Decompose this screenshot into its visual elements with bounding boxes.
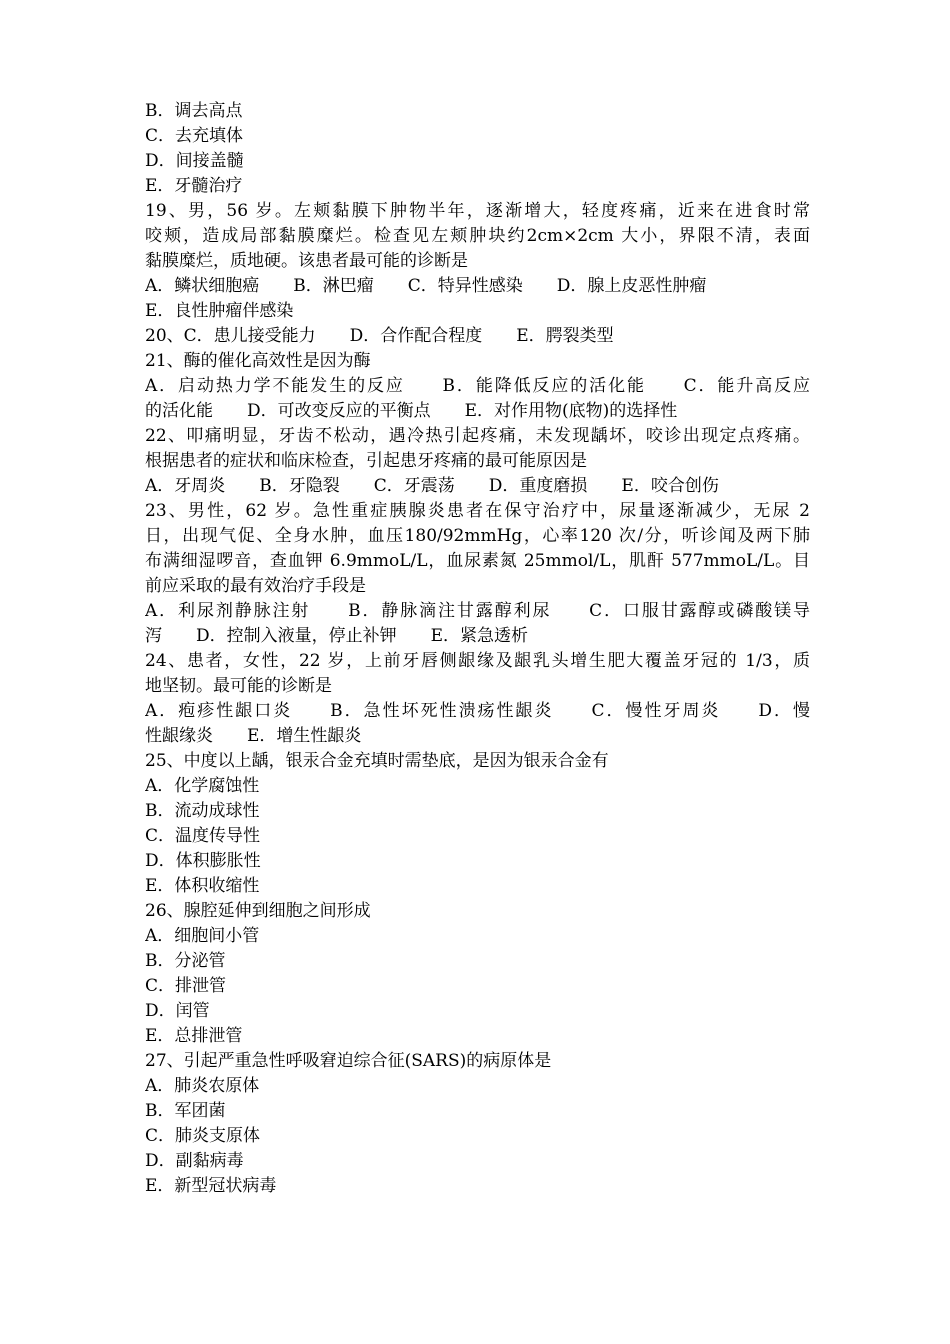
option-line: D．副黏病毒 — [145, 1151, 244, 1171]
option-line: 的活化能 D．可改变反应的平衡点 E．对作用物(底物)的选择性 — [145, 401, 678, 421]
question-line: 黏膜糜烂，质地硬。该患者最可能的诊断是 — [145, 251, 468, 271]
option-line: A．利尿剂静脉注射 B．静脉滴注甘露醇利尿 C．口服甘露醇或磷酸镁导 — [145, 601, 810, 621]
question-line: 23、男性，62 岁。急性重症胰腺炎患者在保守治疗中，尿量逐渐减少，无尿 2 — [145, 501, 810, 521]
option-line: C．排泄管 — [145, 976, 227, 996]
document-body — [145, 99, 810, 1199]
question-line: 前应采取的最有效治疗手段是 — [145, 576, 366, 596]
question-line: 26、腺腔延伸到细胞之间形成 — [145, 901, 371, 921]
option-line: D．间接盖髓 — [145, 151, 244, 171]
option-line: C．去充填体 — [145, 126, 244, 146]
question-line: 24、患者，女性，22 岁，上前牙唇侧龈缘及龈乳头增生肥大覆盖牙冠的 1/3，质 — [145, 651, 810, 671]
question-line: 咬颊，造成局部黏膜糜烂。检查见左颊肿块约2cm×2cm 大小，界限不清，表面 — [145, 226, 810, 246]
question-line: 21、酶的催化高效性是因为酶 — [145, 351, 371, 371]
question-line: 地坚韧。最可能的诊断是 — [145, 676, 332, 696]
option-line: A．启动热力学不能发生的反应 B．能降低反应的活化能 C．能升高反应 — [145, 376, 810, 396]
option-line: A．肺炎农原体 — [145, 1076, 260, 1096]
option-line: D．体积膨胀性 — [145, 851, 261, 871]
option-line: A．牙周炎 B．牙隐裂 C．牙震荡 D．重度磨损 E．咬合创伤 — [145, 476, 719, 496]
option-line: E．新型冠状病毒 — [145, 1176, 277, 1196]
question-line: 根据患者的症状和临床检查，引起患牙疼痛的最可能原因是 — [145, 451, 587, 471]
question-line: 27、引起严重急性呼吸窘迫综合征(SARS)的病原体是 — [145, 1051, 552, 1071]
option-line: E．良性肿瘤伴感染 — [145, 301, 294, 321]
option-line: C．温度传导性 — [145, 826, 261, 846]
option-line: B．军团菌 — [145, 1101, 226, 1121]
option-line: B．调去高点 — [145, 101, 243, 121]
option-line: E．体积收缩性 — [145, 876, 260, 896]
option-line: C．肺炎支原体 — [145, 1126, 261, 1146]
option-line: D．闰管 — [145, 1001, 210, 1021]
question-line: 布满细湿啰音，查血钾 6.9mmoL/L，血尿素氮 25mmol/L，肌酐 577mmoL/L。目 — [145, 551, 810, 571]
option-line: A．化学腐蚀性 — [145, 776, 260, 796]
option-line: A．鳞状细胞癌 B．淋巴瘤 C．特异性感染 D．腺上皮恶性肿瘤 — [145, 276, 707, 296]
option-line: E．总排泄管 — [145, 1026, 243, 1046]
option-line: E．牙髓治疗 — [145, 176, 243, 196]
question-line: 22、叩痛明显，牙齿不松动，遇冷热引起疼痛，未发现龋坏，咬诊出现定点疼痛。 — [145, 426, 810, 446]
question-line: 20、C．患儿接受能力 D．合作配合程度 E．腭裂类型 — [145, 326, 614, 346]
question-line: 日，出现气促、全身水肿，血压180/92mmHg，心率120 次/分，听诊闻及两下肺 — [145, 526, 810, 546]
option-line: B．分泌管 — [145, 951, 226, 971]
option-line: 性龈缘炎 E．增生性龈炎 — [145, 726, 362, 746]
option-line: B．流动成球性 — [145, 801, 260, 821]
question-line: 19、男，56 岁。左颊黏膜下肿物半年，逐渐增大，轻度疼痛，近来在进食时常 — [145, 201, 810, 221]
option-line: A．疱疹性龈口炎 B．急性坏死性溃疡性龈炎 C．慢性牙周炎 D．慢 — [145, 701, 810, 721]
question-line: 25、中度以上龋，银汞合金充填时需垫底，是因为银汞合金有 — [145, 751, 609, 771]
option-line: A．细胞间小管 — [145, 926, 260, 946]
option-line: 泻 D．控制入液量，停止补钾 E．紧急透析 — [145, 626, 529, 646]
